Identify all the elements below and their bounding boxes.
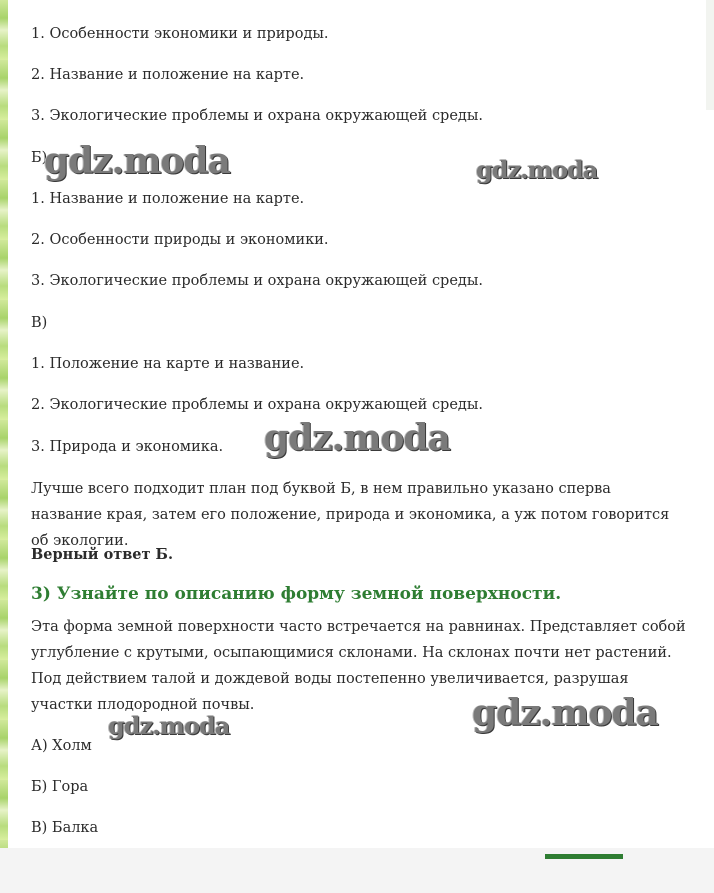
answer-text: Верный ответ Б.	[31, 546, 173, 563]
watermark-logo: gdz.moda	[44, 140, 230, 182]
plan-v-item-2: 2. Экологические проблемы и охрана окружающей среды.	[31, 397, 483, 413]
explanation-paragraph: Лучше всего подходит план под буквой Б, в нем правильно указано сперва название края, затем его положение, природа и экономика, а уж потом говорится об экологии.	[31, 481, 670, 549]
plan-a-item-2: 2. Название и положение на карте.	[31, 67, 305, 83]
plan-v-item-1: 1. Положение на карте и название.	[31, 356, 305, 372]
watermark-logo: gdz.moda	[264, 417, 450, 459]
watermark-logo: gdz.moda	[472, 692, 658, 734]
option-a: А) Холм	[31, 738, 92, 754]
question-3-heading: 3) Узнайте по описанию форму земной поверхности.	[31, 584, 562, 604]
plan-v-label: В)	[31, 315, 48, 331]
plan-b-item-3: 3. Экологические проблемы и охрана окружающей среды.	[31, 273, 483, 289]
plan-b-label: Б)	[31, 150, 48, 166]
plan-a-item-1: 1. Особенности экономики и природы.	[31, 26, 329, 42]
question-3-description: Эта форма земной поверхности часто встречается на равнинах. Представляет собой углубление с крутыми, осыпающимися склонами. На склонах почти нет растений. Под действием талой и дождевой воды постепенно увеличивается, разрушая участки плодородной почвы.	[31, 619, 686, 713]
plan-v-item-3: 3. Природа и экономика.	[31, 439, 224, 455]
plan-a-item-3: 3. Экологические проблемы и охрана окружающей среды.	[31, 108, 483, 124]
bottom-accent-bar	[545, 854, 623, 859]
watermark-logo: gdz.moda	[476, 155, 598, 184]
decorative-right-border	[706, 0, 714, 110]
decorative-left-border	[0, 0, 8, 852]
watermark-logo: gdz.moda	[108, 711, 230, 740]
option-b: Б) Гора	[31, 779, 89, 795]
option-v: В) Балка	[31, 820, 99, 836]
plan-b-item-2: 2. Особенности природы и экономики.	[31, 232, 329, 248]
plan-b-item-1: 1. Название и положение на карте.	[31, 191, 305, 207]
